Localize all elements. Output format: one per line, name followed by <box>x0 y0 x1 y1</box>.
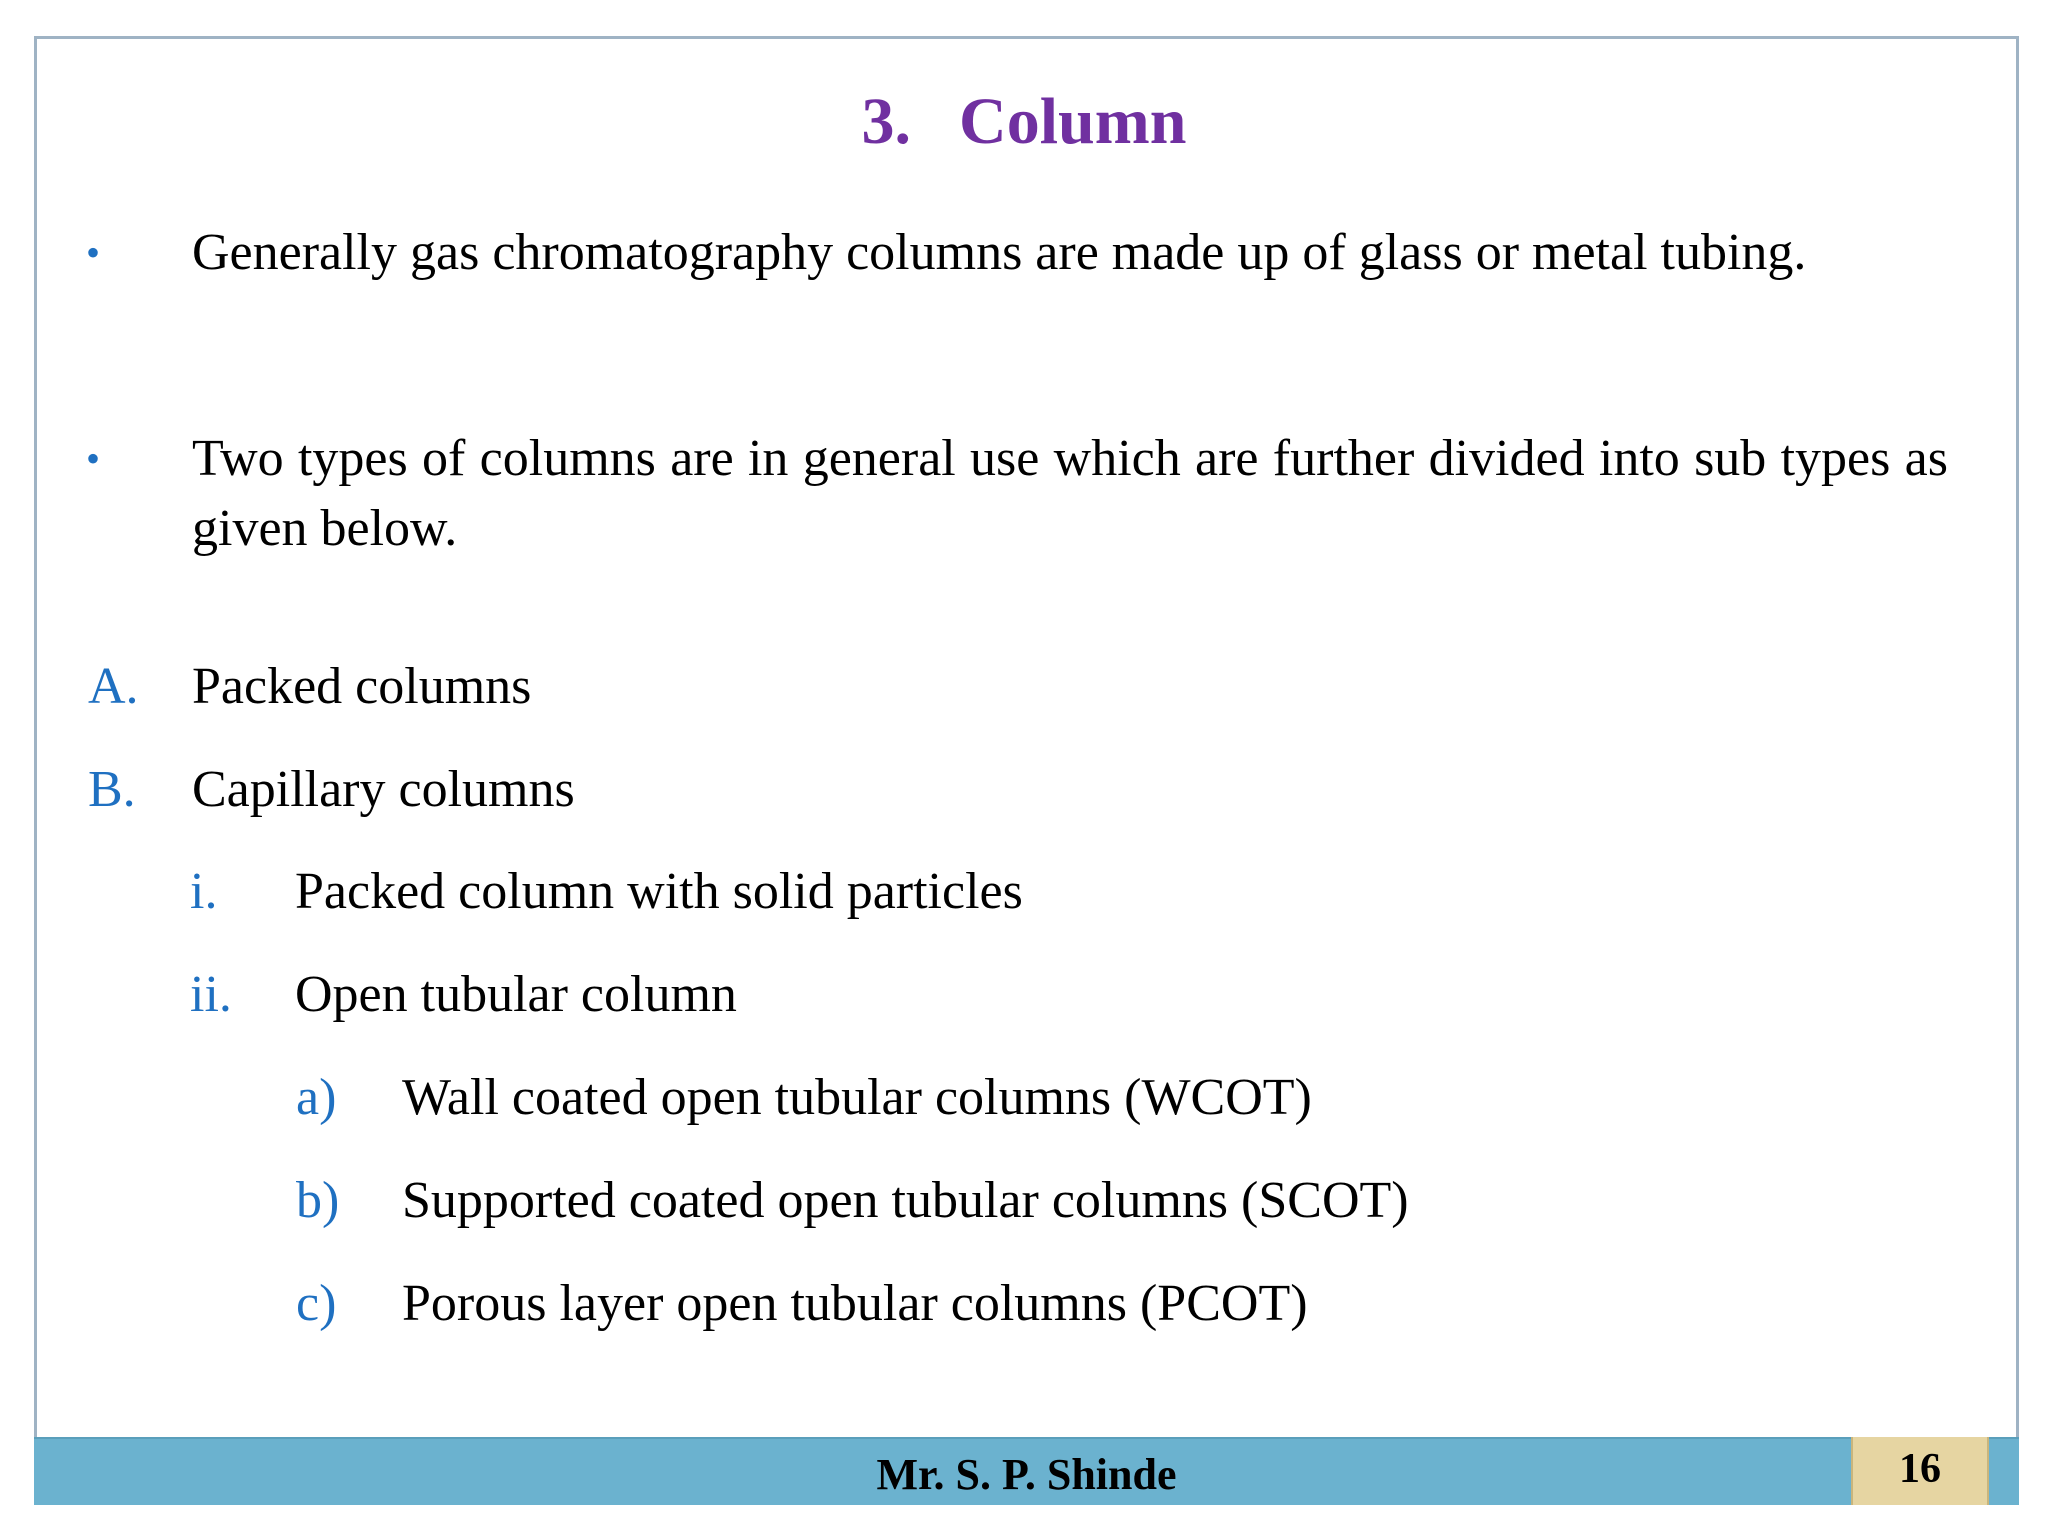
footer-author: Mr. S. P. Shinde <box>876 1450 1177 1499</box>
outline-marker: i. <box>190 863 218 920</box>
outline-marker: c) <box>296 1275 337 1332</box>
slide-title-text: Column <box>959 85 1187 158</box>
outline-item: Capillary columns <box>192 761 575 818</box>
slide-title <box>0 82 2048 162</box>
outline-marker: A. <box>88 658 139 715</box>
bullet-marker: • <box>86 436 101 481</box>
slide-title-number: 3. <box>861 85 912 158</box>
outline-marker: B. <box>88 761 136 818</box>
outline-item: Packed column with solid particles <box>295 863 1023 920</box>
outline-item: Supported coated open tubular columns (SCOT) <box>402 1172 1409 1229</box>
outline-item: Porous layer open tubular columns (PCOT) <box>402 1275 1308 1332</box>
outline-item: Packed columns <box>192 658 532 715</box>
outline-marker: b) <box>296 1172 340 1229</box>
bullet-marker: • <box>86 230 101 275</box>
bullet-text: Generally gas chromatography columns are made up of glass or metal tubing. <box>192 224 1807 281</box>
footer-bar <box>34 1437 2019 1505</box>
outline-item: Wall coated open tubular columns (WCOT) <box>402 1069 1312 1126</box>
bullet-text: Two types of columns are in general use which are further divided into sub types as given below. <box>192 430 1948 557</box>
outline-item: Open tubular column <box>295 966 737 1023</box>
outline-marker: a) <box>296 1069 337 1126</box>
outline-marker: ii. <box>190 966 232 1023</box>
page-number-badge: 16 <box>1851 1437 1989 1505</box>
